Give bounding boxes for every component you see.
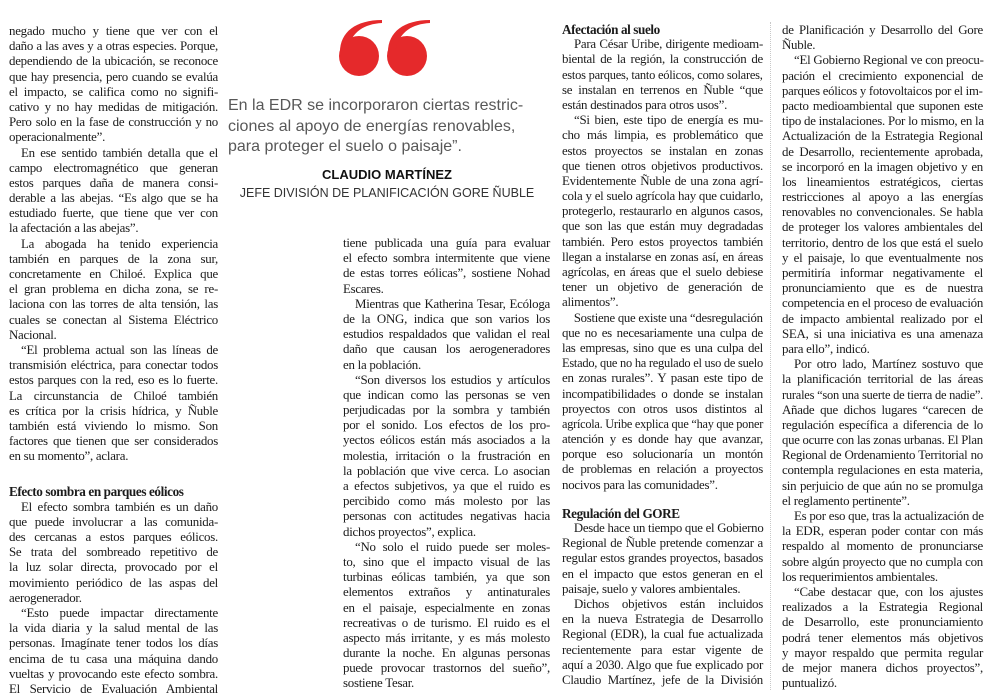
text-line: Es por eso que, tras la actualización de [794,509,984,523]
text-line: aerogenerador. [9,590,82,605]
text-line: concretamente en Chiloé. Explica que [9,267,218,281]
text-line: “Esto puede impactar directamente [21,605,218,620]
text-line: En ese sentido también detalla que el [21,145,218,160]
text-line: es crítica por la crisis hídrica, y Ñuble [9,403,218,418]
text-line: Evidentemente Ñuble de una zona agrí- [562,173,763,188]
text-line: perjudicadas por la sombra y también [343,403,550,418]
text-line: vueltas y provocando este efecto sombra. [9,666,218,681]
text-line: des cercanas a estos parques eólicos. [9,530,218,544]
text-line: que tienen otros objetivos productivos. [562,158,763,173]
text-line: operacionalmente”. [9,130,106,145]
text-line: “Si bien, este tipo de energía es mu- [574,113,763,128]
text-line: cuales se conectan al Sistema Eléctrico [9,312,218,327]
text-line: regulación específica a diferencia de lo [782,417,983,432]
text-line: “Cabe destacar que, con los ajustes [794,584,983,599]
text-line: en zonas rurales”. Y pasan este tipo de [562,371,763,386]
text-line: pación el crecimiento exponencial de [782,68,983,83]
text-line: movimiento periódico de las aspas del [9,575,218,590]
text-line: se instalan en terrenos en Ñuble “que [562,82,763,97]
text-line: para ello”, indicó. [782,341,870,356]
text-line: en la nueva Estrategia de Desarrollo [562,612,763,627]
text-line: Desde hace un tiempo que el Gobierno [573,521,764,535]
article-paragraph [562,311,763,493]
text-line: la afectación a las abejas”. [9,221,139,236]
text-line: de Desarrollo, recientemente aprobada, [782,144,983,159]
text-line: los requerimientos ambientales. [782,569,938,584]
text-line: podrá tener elementos más objetivos [782,630,983,645]
text-line: agrícola. Uribe explica que “hay que poner [562,416,764,431]
text-line: “No solo el ruido puede ser moles- [355,539,550,554]
text-line: Escares. [343,281,384,296]
text-line: estudios respaldados que validan el real [343,327,550,342]
article-paragraph [343,373,550,540]
text-line: estudiado fuerte, que tiene que ver con [9,206,218,221]
text-line: y el paisaje, lo que eventualmente nos [782,250,983,265]
text-line: durante la noche. En algunas personas [343,646,550,661]
pull-quote [226,0,548,210]
text-line: realizados a la Estrategia Regional [782,600,983,615]
text-line: rurales “son una suerte de tierra de nadie”. [782,387,984,402]
text-line: de mejor manera dichos proyectos”, [782,660,983,675]
text-line: daño a las aves y a otras especies. Porque, [9,39,218,54]
text-line: la población que vive cerca. Lo asocian [343,463,550,478]
article-paragraph [9,606,218,697]
text-line: Para César Uribe, dirigente medioam- [574,37,763,52]
section-heading: Afectación al suelo [562,22,660,37]
section-heading: Regulación del GORE [562,505,680,521]
text-line: están destinados para otros usos”. [562,97,728,112]
text-line: permitiría informar negativamente el [782,266,983,280]
text-line: Regional de Ñuble pretende comenzar a [562,536,763,551]
text-line: derable a las abejas. “Es algo que se ha [9,191,218,206]
text-line: pacto medioambiental que suponen este [782,98,983,113]
text-line: Regional (EDR), la cual fue actualizada [562,627,763,642]
text-line: de la ONG, indica que son varios los [343,311,550,326]
article-paragraph [782,585,983,691]
article-paragraph [9,24,218,146]
article-column-4 [782,23,983,691]
text-line: personas. Imagínate tener todos los días [9,636,218,651]
text-line: protegerlo, restaurarlo en algunos casos, [562,204,763,219]
text-line: El efecto sombra también es un daño [21,499,218,514]
text-line: sostiene Tesar. [343,676,415,691]
text-line: campo electromagnético que generan [9,160,218,175]
text-line: proyectos con otros usos distintos al [562,401,763,416]
text-line: sobre algún proyecto que no cumpla con [782,554,983,569]
text-line: puede provocar trastornos del sueño”, [343,661,550,676]
article-paragraph [562,113,763,310]
text-line: los lineamientos estratégicos, ciertas [782,174,983,189]
text-line: el reglamento pertinente”. [782,493,910,508]
text-line: percibido como más molesto por las [343,494,550,509]
text-line: Regional de Ordenamiento Territorial no [782,448,983,463]
text-line: to, sino que el impacto visual de las [343,554,550,569]
text-line: factores que tienen que ser considerados [9,434,218,449]
pull-quote-line: ciones al apoyo de energías renovables, [228,117,516,135]
text-line: Se trata del sombreado repetitivo de [9,545,218,560]
text-line: la vida diaria y la salud mental de las [9,621,218,636]
article-paragraph [782,509,983,585]
article-paragraph [9,500,218,606]
text-line: sin perjuicio de que aún no se promulga [782,478,983,493]
text-line: tipo de instalaciones. Por lo mismo, en la [782,114,984,129]
text-line: de estas torres eólicas”, sostiene Nohad [343,266,550,281]
text-line: de Planificación y Desarrollo del Gore [782,23,983,37]
text-line: encima de tu casa una máquina dando [9,651,218,666]
text-line: que no es necesariamente una culpa de [562,325,763,340]
text-line: elementos extraños y antinaturales [343,585,550,600]
quote-open-icon [338,18,436,78]
text-line: dichos proyectos”, explica. [343,524,476,539]
text-line: El Servicio de Evaluación Ambiental [9,681,218,696]
article-paragraph [782,357,983,509]
text-line: molestia, irritación o la frustración en [343,448,550,463]
text-line: agrícolas, en áreas que el suelo debiese [562,265,763,279]
text-line: cola y el suelo agrícola hay que cuidarlo, [562,189,763,204]
text-line: tiene publicada una guía para evaluar [343,236,550,250]
text-line: negado mucho y tiene que ver con el [9,24,218,38]
text-line: también. Pero estos proyectos también [562,234,763,249]
text-line: Dichos objetivos están incluidos [574,596,763,611]
article-column-2 [343,236,550,692]
text-line: Mientras que Katherina Tesar, Ecóloga [355,296,550,311]
text-line: la luz solar directa, provocado por el [9,560,218,575]
text-line: Añade que dichos lugares “carecen de [782,402,983,417]
text-line: competencia en el proceso de evaluación [782,296,984,311]
text-line: que indican como las personas se ven [343,387,550,402]
text-line: biental de la región, la construcción de [562,52,763,67]
text-line: de impacto ambiental realizado por el [782,311,983,326]
text-line: y mayor respaldo que permita regular [782,645,983,660]
article-paragraph [562,37,763,113]
text-line: SEA, si una iniciativa es una amenaza [782,326,983,341]
article-paragraph [9,237,218,343]
pull-quote-text [228,96,546,158]
text-line: de proteger los valores ambientales del [782,220,983,235]
text-line: a efectos subjetivos, ya que el ruido es [343,479,550,493]
article-paragraph [343,236,550,297]
text-line: “El problema actual son las líneas de [21,342,218,357]
text-line: recientemente para estar vigente de [562,642,763,657]
article-paragraph [562,521,763,597]
text-line: estos parques, tanto eólicos, como solares, [562,67,763,82]
text-line: porque eso solucionaría un montón [562,447,763,462]
text-line: Por otro lado, Martínez sostuvo que [794,357,983,372]
text-line: que hay presencia, pero cuando se evalúa [9,69,218,84]
text-line: se incorporó en la imagen objetivo y en [782,159,983,174]
text-line: el gran problema en dicha zona, se re- [9,282,218,297]
text-line: turbinas eólicas también, ya que son [343,570,550,585]
text-line: llegan a instalarse en zonas así, en áreas [562,249,763,264]
text-line: renovables no convencionales. Se habla [782,205,983,220]
article-column-3 [562,22,763,688]
text-line: respaldo al momento de pronunciarse [782,539,983,554]
text-line: también está viviendo lo mismo. Son [9,418,218,433]
text-line: de Desarrollo, este pronunciamiento [782,615,983,630]
text-line: Estado, que no ha regulado el uso de suelo [562,356,763,371]
text-line: transmisión eléctrica, para conectar todos [9,358,218,373]
text-line: recreativas o de turismo. El ruido es el [343,615,550,630]
pull-quote-line: En la EDR se incorporaron ciertas restric- [228,97,524,114]
text-line: territorio, dentro de los que está el suelo [782,235,983,250]
text-line: que puede involucrar a las comunida- [9,514,218,529]
text-line: en la población. [343,357,421,372]
text-line: regular estos grandes proyectos, basados [562,551,763,566]
text-line: estos parques con la red, eso es lo fuerte. [9,373,218,388]
text-line: de problemas en relación a proyectos [562,462,763,477]
text-line: paisaje, suelo y valores ambientales. [562,581,741,596]
text-line: que son las que están muy degradadas [562,219,763,234]
article-paragraph [782,23,983,53]
text-line: restricciones al apoyo a las energías [782,190,983,205]
article-paragraph [343,540,550,692]
text-line: pronunciamiento que es de nuestra [782,281,983,296]
text-line: tener un objetivo de generación de [562,280,763,295]
text-line: en el impacto que estos generan en el [562,566,763,581]
text-line: Actualización de la Estrategia Regional [782,129,983,144]
text-line: aspecto más irritante, y es más molesto [343,630,550,645]
article-paragraph [9,146,218,237]
article-paragraph [343,297,550,373]
text-line: en el paisaje, especialmente en zonas [343,600,550,615]
text-line: la EDR, esperan poder contar con más [782,524,983,539]
text-line: el impacto, se califica como no signifi- [9,84,218,99]
text-line: parques eólicos y fotovoltaicos por el im- [782,83,983,98]
article-paragraph [562,597,763,688]
text-line: estos parques daña de manera consi- [9,175,218,190]
article-paragraph [782,53,983,357]
text-line: “Son diversos los estudios y artículos [355,372,550,387]
text-line: por el sonido. Los efectos de los pro- [343,418,550,433]
pull-quote-line: para proteger el suelo o paisaje”. [228,138,462,155]
text-line: Pero solo en la fase de construcción y no [9,115,218,130]
text-line: daño que causan los aerogeneradores [343,342,550,357]
article-paragraph [9,343,218,465]
text-line: Ñuble. [782,38,816,53]
text-line: alimentos”. [562,295,619,310]
text-line: las empresas, sino que es una culpa del [562,340,763,355]
text-line: incompatibilidades o donde se instalan [562,386,763,401]
text-line: que ocurre con las zonas urbanas. El Plan [782,433,983,448]
text-line: aquí a 2030. Algo que fue explicado por [562,657,763,672]
text-line: dependiendo de la ubicación, se reconoce [9,54,218,69]
pull-quote-author-role: JEFE DIVISIÓN DE PLANIFICACIÓN GORE ÑUBLE [239,186,535,200]
column-divider [770,22,771,690]
text-line: atención y es donde hay que avanzar, [562,432,763,447]
text-line: la planificación territorial de las áreas [782,372,983,387]
section-heading: Efecto sombra en parques eólicos [9,484,184,500]
text-line: Nacional. [9,327,57,342]
text-line: La circunstancia de Chiloé también [9,388,218,403]
text-line: estos proyectos se instalan en zonas [562,143,763,158]
text-line: también en parques de la zona sur, [9,251,218,266]
text-line: puntualizó. [782,676,837,691]
text-line: el efecto sombra intermitente que viene [343,251,550,266]
text-line: personas con actitudes negativas hacia [343,509,550,524]
text-line: La abogada ha tenido experiencia [21,236,218,251]
pull-quote-author: CLAUDIO MARTÍNEZ [322,167,452,182]
text-line: cho más limpia, es problemático que [562,128,763,143]
text-line: yectos eólicos están más asociados a la [343,433,550,448]
text-line: cativo y no hay medidas de mitigación. [9,99,218,114]
article-column-1 [9,24,218,697]
text-line: en su momento”, aclara. [9,449,129,464]
text-line: nocivos para las comunidades”. [562,477,718,492]
text-line: laciona con las torres de alta tensión, las [9,297,218,312]
text-line: contempla regulaciones en esta materia, [782,463,983,478]
text-line: Sostiene que existe una “desregulación [573,310,763,325]
text-line: “El Gobierno Regional ve con preocu- [794,53,984,68]
text-line: Claudio Martínez, jefe de la División [562,672,763,687]
